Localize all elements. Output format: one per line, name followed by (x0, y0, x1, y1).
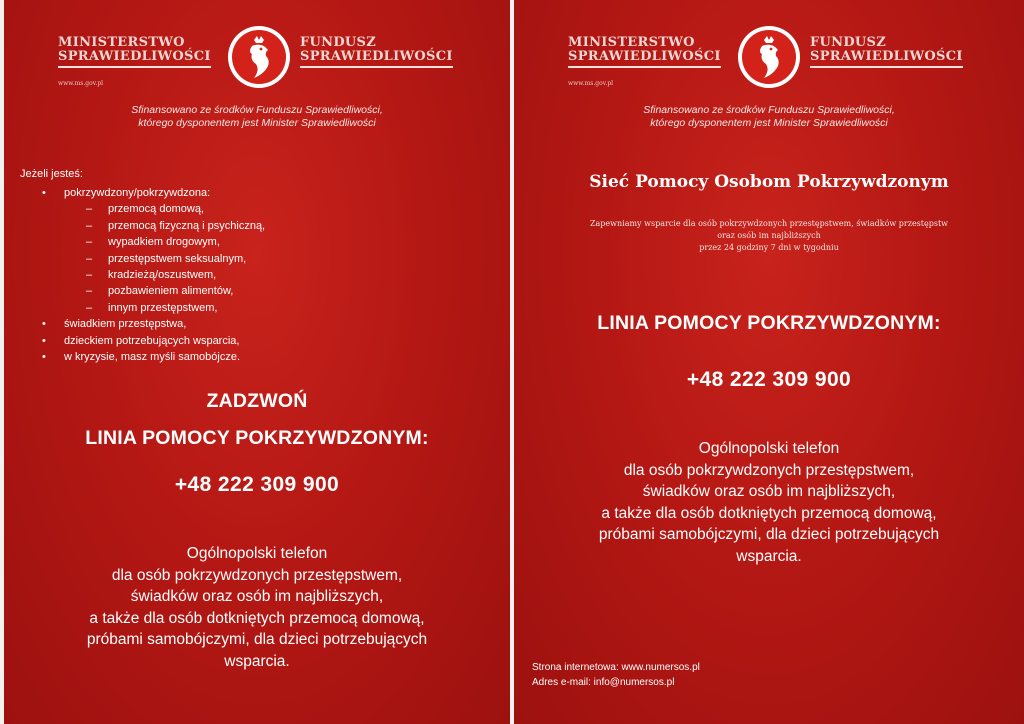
funding-line1: Sfinansowano ze środków Funduszu Sprawiedliwości, (643, 104, 895, 116)
hotline-description (4, 543, 510, 673)
eagle-emblem-icon (228, 26, 290, 88)
header (514, 24, 1024, 94)
phone-number: +48 222 309 900 (686, 368, 852, 391)
ministry-line2: SPRAWIEDLIWOŚCI (568, 50, 721, 68)
funding-note (514, 104, 1024, 130)
support-line1: Zapewniamy wsparcie dla osób pokrzywdzonych przestępstwem, świadków przestępstw (589, 219, 949, 228)
support-line2: oraz osób im najbliższych (717, 231, 821, 240)
sub-list-item: – wypadkiem drogowym, (20, 234, 460, 250)
description-line: próbami samobójczymi, dla dzieci potrzebujących (86, 631, 428, 649)
hotline-heading: LINIA POMOCY POKRZYWDZONYM: (597, 312, 941, 334)
support-note (514, 218, 1024, 254)
call-heading: ZADZWOŃ (206, 390, 308, 412)
sub-list-item: – przemocą fizyczną i psychiczną, (20, 218, 460, 234)
eagle-emblem-icon (738, 26, 800, 88)
ministry-line1: MINISTERSTWO (58, 35, 185, 50)
network-title: Sieć Pomocy Osobom Pokrzywdzonym (589, 172, 949, 192)
description-line: próbami samobójczymi, dla dzieci potrzebujących (598, 526, 940, 544)
fund-logo-text (810, 36, 963, 68)
list-item: • w kryzysie, masz myśli samobójcze. (20, 349, 460, 365)
sub-list-item: – innym przestępstwem, (20, 300, 460, 316)
sub-list-item: – przestępstwem seksualnym, (20, 251, 460, 267)
sub-list-item: – kradzieżą/oszustwem, (20, 267, 460, 283)
fund-line1: FUNDUSZ (810, 35, 887, 50)
fund-line2: SPRAWIEDLIWOŚCI (300, 50, 453, 68)
description-line: a także dla osób dotkniętych przemocą domową, (89, 609, 425, 627)
victim-list (20, 185, 460, 365)
funding-line2: którego dysponentem jest Minister Sprawiedliwości (650, 117, 888, 129)
ministry-line1: MINISTERSTWO (568, 35, 695, 50)
description-line: wsparcia. (224, 652, 290, 670)
fund-line1: FUNDUSZ (300, 35, 377, 50)
intro-text: Jeżeli jesteś: (20, 168, 83, 180)
description-line: dla osób pokrzywdzonych przestępstwem, (623, 461, 915, 479)
phone-number: +48 222 309 900 (174, 473, 340, 496)
ministry-website-small: www.ms.gov.pl (568, 80, 614, 87)
funding-note (4, 104, 510, 130)
description-line: świadków oraz osób im najbliższych, (642, 483, 896, 501)
fund-logo-text (300, 36, 453, 68)
description-line: wsparcia. (736, 547, 802, 565)
fund-line2: SPRAWIEDLIWOŚCI (810, 50, 963, 68)
ministry-logo-text (58, 36, 211, 68)
header (4, 24, 510, 94)
contact-info (532, 660, 700, 690)
website-link[interactable]: Strona internetowa: www.numersos.pl (532, 662, 700, 673)
funding-line2: którego dysponentem jest Minister Sprawiedliwości (138, 117, 376, 129)
ministry-logo-text (568, 36, 721, 68)
ministry-website-small: www.ms.gov.pl (58, 80, 104, 87)
list-item: • pokrzywdzony/pokrzywdzona: (20, 185, 460, 201)
description-line: Ogólnopolski telefon (698, 440, 840, 457)
left-leaflet-page (4, 0, 510, 724)
sub-list-item: – pozbawieniem alimentów, (20, 283, 460, 299)
right-leaflet-page (514, 0, 1024, 724)
support-line3: przez 24 godziny 7 dni w tygodniu (699, 243, 839, 252)
description-line: Ogólnopolski telefon (186, 545, 328, 562)
description-line: dla osób pokrzywdzonych przestępstwem, (111, 566, 403, 584)
ministry-line2: SPRAWIEDLIWOŚCI (58, 50, 211, 68)
hotline-description (514, 438, 1024, 568)
list-item: • dzieckiem potrzebujących wsparcia, (20, 333, 460, 349)
funding-line1: Sfinansowano ze środków Funduszu Sprawiedliwości, (131, 104, 383, 116)
sub-list-item: – przemocą domową, (20, 201, 460, 217)
hotline-heading: LINIA POMOCY POKRZYWDZONYM: (85, 427, 429, 449)
email-link[interactable]: Adres e-mail: info@numersos.pl (532, 677, 675, 688)
list-item: • świadkiem przestępstwa, (20, 316, 460, 332)
description-line: świadków oraz osób im najbliższych, (130, 588, 384, 606)
description-line: a także dla osób dotkniętych przemocą domową, (601, 504, 937, 522)
